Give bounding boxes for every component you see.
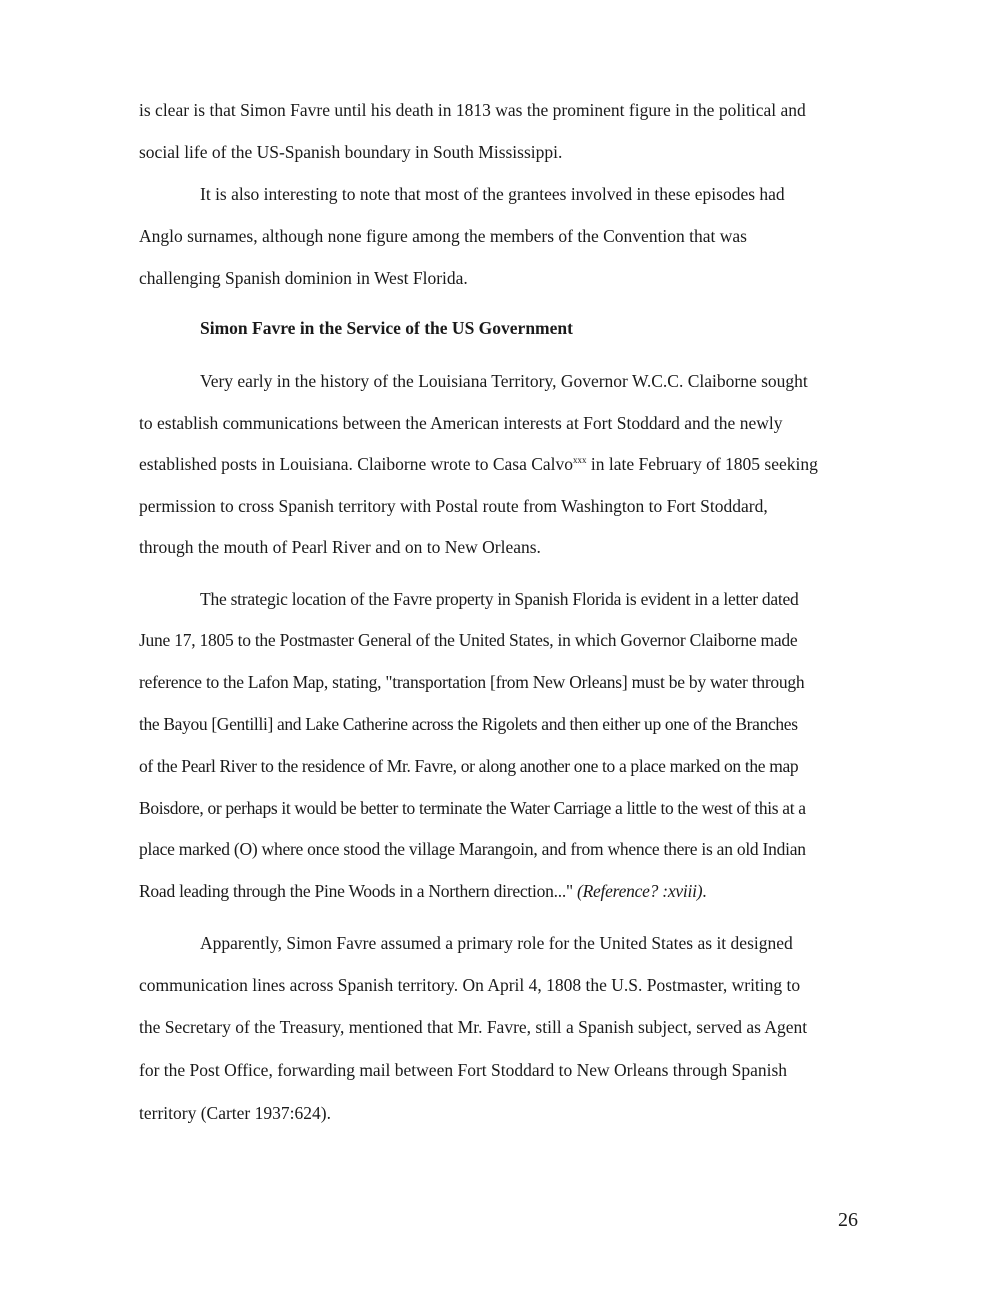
text-line: Anglo surnames, although none figure among the members of the Convention that was: [139, 226, 747, 246]
text-line: the Secretary of the Treasury, mentioned that Mr. Favre, still a Spanish subject, served as Agent: [139, 1017, 808, 1037]
text-line: territory (Carter 1937:624).: [139, 1103, 331, 1123]
text-line: Boisdore, or perhaps it would be better to terminate the Water Carriage a little to the west of this at a: [139, 798, 806, 818]
text-segment: Road leading through the Pine Woods in a Northern direction...": [139, 881, 578, 901]
text-line: permission to cross Spanish territory with Postal route from Washington to Fort Stoddard,: [139, 496, 768, 516]
text-line: through the mouth of Pearl River and on to New Orleans.: [139, 537, 541, 557]
text-line: reference to the Lafon Map, stating, "transportation [from New Orleans] must be by water through: [139, 672, 805, 692]
text-line: The strategic location of the Favre property in Spanish Florida is evident in a letter dated: [200, 589, 799, 609]
text-line: place marked (O) where once stood the village Marangoin, and from whence there is an old Indian: [139, 839, 806, 859]
text-segment: established posts in Louisiana. Claiborne wrote to Casa Calvo: [139, 454, 574, 474]
text-line: of the Pearl River to the residence of Mr. Favre, or along another one to a place marked on the map: [139, 756, 799, 776]
text-line: for the Post Office, forwarding mail between Fort Stoddard to New Orleans through Spanish: [139, 1060, 788, 1080]
text-line: challenging Spanish dominion in West Florida.: [139, 268, 468, 288]
text-line: is clear is that Simon Favre until his death in 1813 was the prominent figure in the political and: [139, 100, 806, 120]
text-segment: in late February of 1805 seeking: [586, 454, 818, 474]
text-segment: .: [702, 881, 707, 901]
page-number: 26: [838, 1209, 858, 1231]
text-line: It is also interesting to note that most of the grantees involved in these episodes had: [200, 184, 785, 204]
reference-citation: (Reference? :xviii): [577, 881, 703, 901]
text-line: the Bayou [Gentilli] and Lake Catherine across the Rigolets and then either up one of the Branches: [139, 714, 798, 734]
text-line: Apparently, Simon Favre assumed a primary role for the United States as it designed: [200, 933, 793, 953]
section-heading: Simon Favre in the Service of the US Government: [200, 318, 573, 338]
text-line: communication lines across Spanish territory. On April 4, 1808 the U.S. Postmaster, writing to: [139, 975, 801, 995]
text-line: Very early in the history of the Louisiana Territory, Governor W.C.C. Claiborne sought: [200, 371, 808, 391]
text-line: to establish communications between the American interests at Fort Stoddard and the newly: [139, 413, 783, 433]
text-line: June 17, 1805 to the Postmaster General of the United States, in which Governor Claiborne made: [139, 630, 798, 650]
text-line: social life of the US-Spanish boundary in South Mississippi.: [139, 142, 563, 162]
text-line: [139, 453, 818, 475]
endnote-marker: xxx: [573, 455, 587, 466]
text-line: [139, 880, 706, 902]
